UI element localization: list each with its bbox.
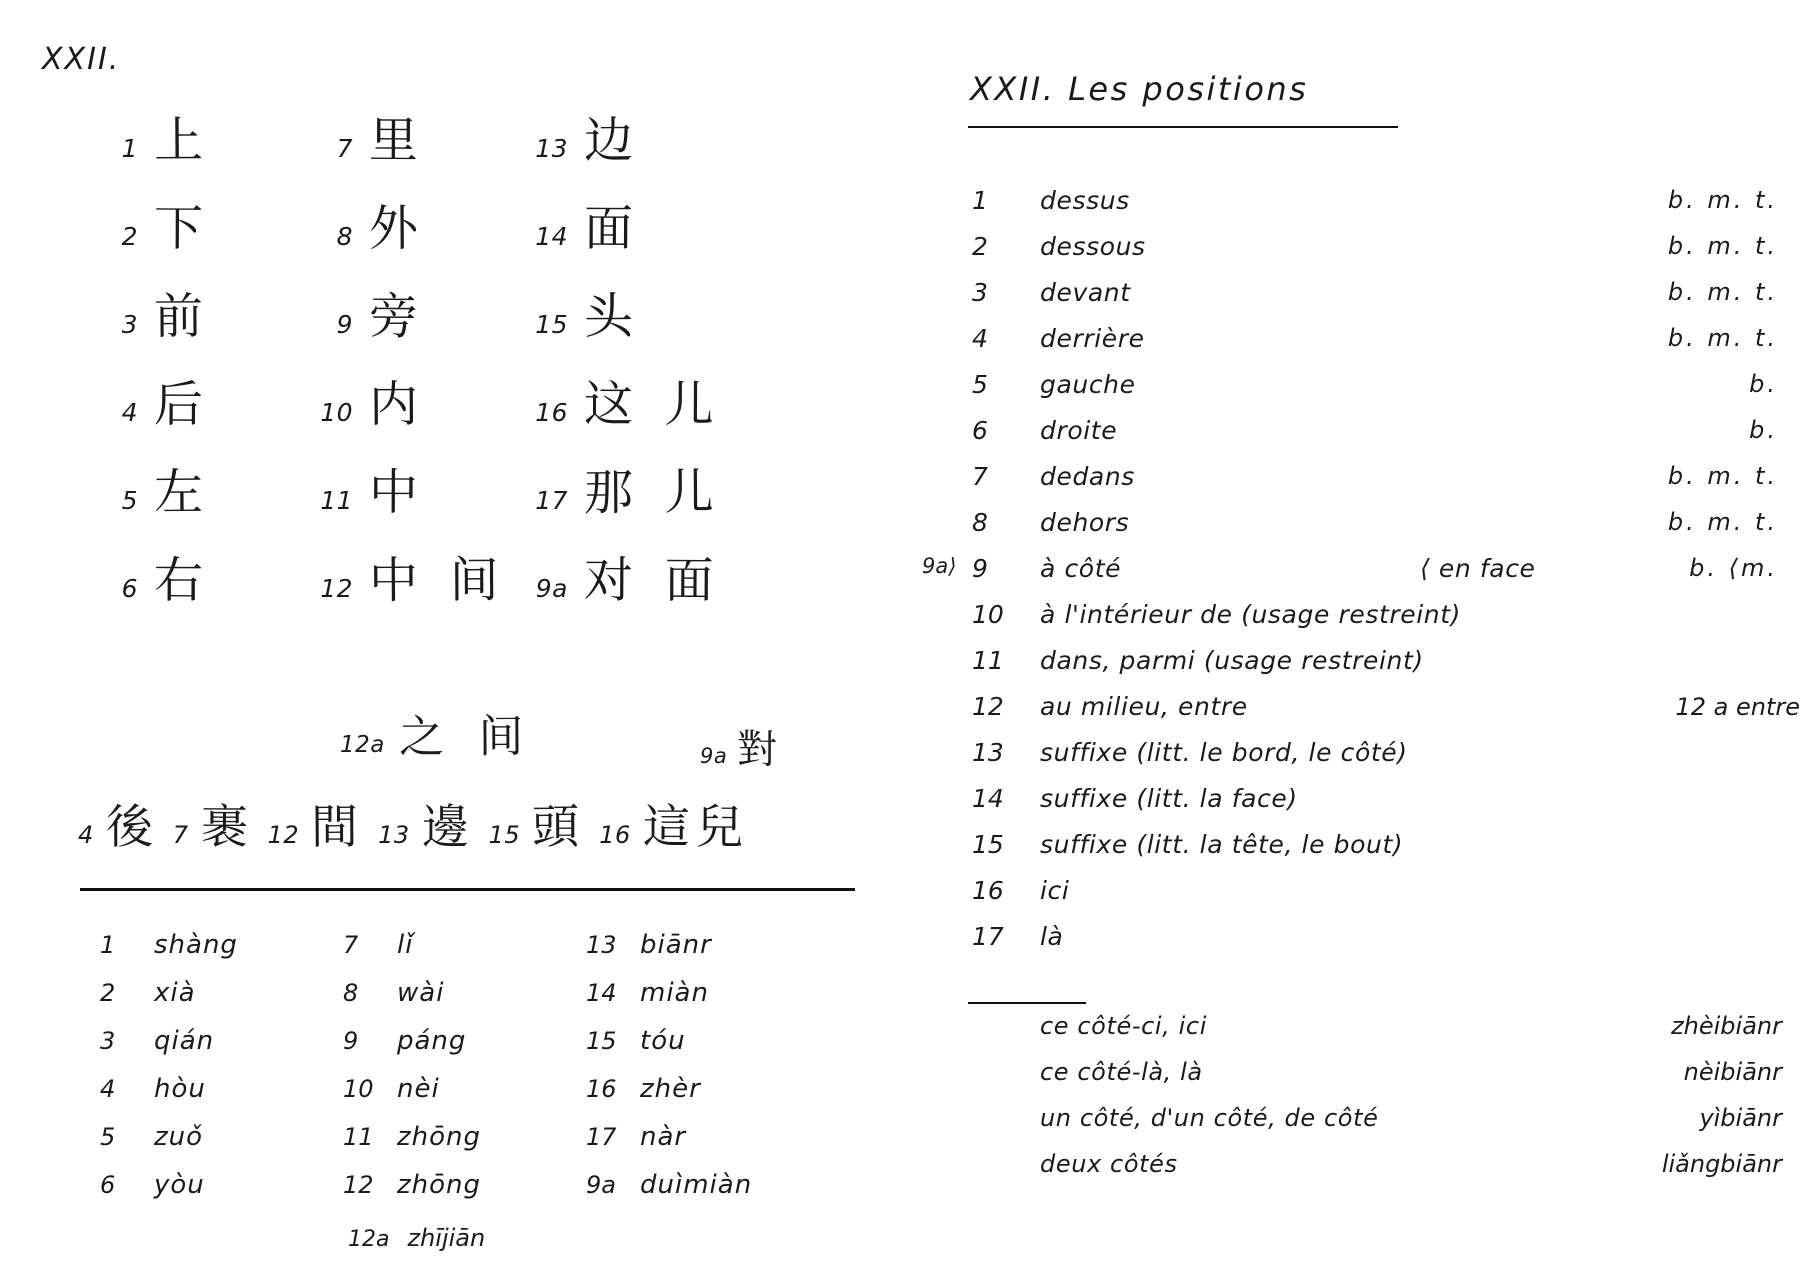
french-term: dessus	[1040, 186, 1130, 215]
list-item	[930, 508, 1800, 554]
list-item	[930, 416, 1800, 462]
item-number: 12	[267, 821, 300, 849]
item-number: 16	[599, 821, 631, 849]
list-item	[930, 186, 1800, 232]
character-cell	[90, 463, 305, 521]
list-item	[930, 830, 1800, 876]
item-number: 13	[972, 738, 1004, 767]
item-number: 7	[172, 821, 189, 849]
pinyin-text: duìmiàn	[640, 1170, 753, 1200]
list-item	[930, 232, 1800, 278]
item-number: 12a	[340, 732, 385, 758]
horizontal-divider-right	[968, 1002, 1086, 1004]
chinese-character: 之 间	[398, 709, 534, 764]
character-row	[90, 184, 830, 272]
pinyin-text: lǐ	[397, 930, 414, 960]
traditional-pair	[378, 790, 475, 857]
pinyin-cell	[343, 1074, 586, 1104]
list-item	[930, 462, 1800, 508]
item-number: 4	[78, 821, 94, 849]
pinyin-cell	[343, 978, 586, 1008]
item-number: 9	[972, 554, 988, 583]
pinyin-text: páng	[397, 1026, 467, 1056]
pinyin-extra-12a	[348, 1224, 485, 1252]
item-number: 2	[121, 221, 138, 251]
bmt-marker: b. m. t.	[1667, 462, 1778, 490]
item-number: 10	[320, 397, 353, 427]
horizontal-divider-left	[80, 888, 855, 891]
character-extra-12a	[340, 700, 533, 765]
item-number: 11	[343, 1123, 374, 1151]
character-cell	[305, 375, 520, 433]
item-number: 9a	[700, 744, 728, 768]
pinyin-cell	[100, 978, 343, 1008]
chinese-character: 後	[105, 799, 160, 856]
character-cell	[305, 287, 520, 345]
title-underline	[968, 126, 1398, 128]
item-number: 10	[972, 600, 1004, 629]
item-number: 6	[100, 1171, 116, 1199]
pinyin-text: zuǒ	[154, 1122, 204, 1152]
french-term: suffixe (litt. le bord, le côté)	[1040, 738, 1408, 767]
pinyin-cell	[100, 1026, 343, 1056]
chinese-character: 中	[368, 463, 427, 521]
chinese-character: 那 儿	[583, 463, 722, 521]
french-term: un côté, d'un côté, de côté	[1040, 1104, 1379, 1132]
item-number: 2	[100, 979, 116, 1007]
item-number: 17	[972, 922, 1004, 951]
item-number: 12	[320, 573, 353, 603]
character-cell	[305, 463, 520, 521]
character-cell	[90, 287, 305, 345]
bmt-marker: b. ⟨m.	[1689, 554, 1778, 582]
pinyin-cell	[343, 1122, 586, 1152]
pinyin-cell	[100, 1122, 343, 1152]
item-number: 14	[535, 221, 568, 251]
french-term: à l'intérieur de (usage restreint)	[1040, 600, 1461, 629]
item-number: 2	[972, 232, 988, 261]
pinyin-cell	[343, 1170, 586, 1200]
item-number: 5	[121, 485, 138, 515]
bmt-marker: b. m. t.	[1667, 324, 1778, 352]
pinyin-cell	[100, 1074, 343, 1104]
pinyin-text: zhījiān	[407, 1224, 486, 1252]
pinyin-cell	[586, 1170, 829, 1200]
pinyin-cell	[586, 1074, 829, 1104]
pinyin-row	[100, 1122, 860, 1170]
item-number: 7	[972, 462, 988, 491]
character-cell	[520, 111, 770, 169]
french-term: dehors	[1040, 508, 1130, 537]
chinese-character: 右	[153, 551, 212, 609]
pinyin-cell	[343, 1026, 586, 1056]
pinyin-text: biānr	[640, 930, 712, 960]
item-number: 6	[972, 416, 988, 445]
french-term: deux côtés	[1040, 1150, 1178, 1178]
traditional-pair	[78, 790, 159, 857]
item-number: 11	[972, 646, 1004, 675]
item-number: 14	[972, 784, 1004, 813]
chinese-character: 头	[583, 287, 642, 345]
pinyin-text: nèibiānr	[1683, 1058, 1782, 1086]
french-term: à côté	[1040, 554, 1122, 583]
pinyin-text: shàng	[154, 930, 238, 960]
bmt-marker: b. m. t.	[1667, 278, 1778, 306]
list-item	[930, 922, 1800, 968]
item-number: 16	[586, 1075, 617, 1103]
pinyin-text: zhèr	[640, 1074, 701, 1104]
pinyin-cell	[343, 930, 586, 960]
character-cell	[520, 551, 770, 609]
chinese-character: 左	[153, 463, 212, 521]
french-term: suffixe (litt. la face)	[1040, 784, 1298, 813]
pinyin-text: qián	[154, 1026, 215, 1056]
item-number: 4	[100, 1075, 116, 1103]
french-term-extra: 12 a entre	[1675, 693, 1800, 721]
chinese-character: 里	[368, 111, 427, 169]
character-grid	[90, 96, 830, 624]
chinese-character: 邊	[421, 799, 475, 856]
item-number: 16	[535, 397, 568, 427]
list-item	[930, 1150, 1800, 1196]
character-cell	[90, 199, 305, 257]
chinese-character: 裹	[200, 799, 254, 856]
chinese-character: 上	[153, 111, 212, 169]
character-cell	[520, 375, 770, 433]
item-number: 13	[378, 821, 410, 849]
french-term: ce côté-ci, ici	[1040, 1012, 1207, 1040]
french-term: dedans	[1040, 462, 1135, 491]
item-number: 8	[972, 508, 988, 537]
french-term-alt: ⟨ en face	[1420, 554, 1536, 583]
character-row	[90, 96, 830, 184]
item-number: 8	[336, 221, 353, 251]
chinese-character: 内	[368, 375, 427, 433]
list-item	[930, 1104, 1800, 1150]
character-row	[90, 448, 830, 536]
item-number: 12	[972, 692, 1004, 721]
character-row	[90, 536, 830, 624]
pinyin-cell	[586, 930, 829, 960]
pinyin-text: yòu	[154, 1170, 205, 1200]
character-row	[90, 272, 830, 360]
character-row	[90, 360, 830, 448]
pinyin-row	[100, 978, 860, 1026]
traditional-pair	[489, 790, 586, 857]
item-number: 1	[121, 133, 138, 163]
item-number: 10	[343, 1075, 374, 1103]
traditional-pair	[599, 790, 749, 857]
item-number: 17	[586, 1123, 617, 1151]
list-item	[930, 278, 1800, 324]
pinyin-cell	[586, 1122, 829, 1152]
pinyin-text: wài	[397, 978, 445, 1008]
traditional-pair	[268, 790, 365, 857]
page-title: XXII. Les positions	[970, 70, 1309, 108]
item-number: 13	[535, 133, 568, 163]
chinese-character: 頭	[532, 799, 586, 856]
character-cell	[90, 375, 305, 433]
character-extra-9a-traditional	[700, 718, 777, 775]
list-item	[930, 646, 1800, 692]
chinese-character: 面	[583, 199, 642, 257]
section-label-left: XXII.	[42, 42, 121, 77]
list-item	[922, 554, 1800, 600]
list-item	[930, 692, 1800, 738]
pinyin-text: zhōng	[397, 1170, 482, 1200]
item-number: 1	[972, 186, 988, 215]
pinyin-text: liǎngbiānr	[1661, 1150, 1782, 1178]
list-item	[930, 600, 1800, 646]
item-number: 15	[972, 830, 1004, 859]
french-term: droite	[1040, 416, 1118, 445]
item-number: 17	[535, 485, 568, 515]
french-term: dans, parmi (usage restreint)	[1040, 646, 1424, 675]
item-number: 7	[336, 133, 353, 163]
item-number: 1	[100, 931, 116, 959]
right-column	[922, 0, 1800, 1274]
chinese-character: 下	[153, 199, 212, 257]
item-number: 5	[972, 370, 988, 399]
item-number: 7	[343, 931, 359, 959]
chinese-character: 對	[737, 726, 778, 774]
character-cell	[305, 111, 520, 169]
chinese-character: 旁	[368, 287, 427, 345]
pinyin-text: hòu	[154, 1074, 206, 1104]
list-item	[930, 1012, 1800, 1058]
chinese-character: 間	[310, 799, 365, 856]
item-number: 5	[100, 1123, 116, 1151]
item-number: 3	[121, 309, 138, 339]
french-extra-list	[930, 1012, 1800, 1196]
french-term: dessous	[1040, 232, 1146, 261]
character-cell	[90, 111, 305, 169]
traditional-pair	[173, 790, 254, 857]
pinyin-text: xià	[154, 978, 196, 1008]
traditional-forms-line	[78, 790, 763, 857]
list-item	[930, 1058, 1800, 1104]
pinyin-cell	[586, 1026, 829, 1056]
pinyin-cell	[586, 978, 829, 1008]
character-cell	[305, 199, 520, 257]
list-item	[930, 370, 1800, 416]
pinyin-text: zhōng	[397, 1122, 482, 1152]
character-cell	[520, 463, 770, 521]
bmt-marker: b.	[1749, 416, 1778, 444]
item-number: 3	[100, 1027, 116, 1055]
pinyin-cell	[100, 930, 343, 960]
pinyin-text: tóu	[640, 1026, 686, 1056]
character-cell	[520, 199, 770, 257]
french-term: gauche	[1040, 370, 1136, 399]
list-item	[930, 324, 1800, 370]
item-number: 9	[336, 309, 353, 339]
chinese-character: 外	[368, 199, 427, 257]
item-number: 12a	[348, 1227, 390, 1252]
bmt-marker: b. m. t.	[1667, 508, 1778, 536]
item-number: 14	[586, 979, 617, 1007]
chinese-character: 边	[583, 111, 642, 169]
french-term: au milieu, entre	[1040, 692, 1248, 721]
item-number: 12	[343, 1171, 374, 1199]
bmt-marker: b.	[1749, 370, 1778, 398]
pinyin-row	[100, 930, 860, 978]
pinyin-row	[100, 1074, 860, 1122]
chinese-character: 這兒	[642, 799, 749, 856]
item-number: 15	[535, 309, 568, 339]
french-term: ici	[1040, 876, 1070, 905]
item-number: 9a	[586, 1171, 616, 1199]
item-number: 4	[121, 397, 138, 427]
bmt-marker: b. m. t.	[1667, 186, 1778, 214]
chinese-character: 这 儿	[583, 375, 722, 433]
chinese-character: 中 间	[368, 551, 507, 609]
item-number: 13	[586, 931, 617, 959]
item-number: 4	[972, 324, 988, 353]
item-number: 3	[972, 278, 988, 307]
french-term: devant	[1040, 278, 1131, 307]
list-item	[930, 784, 1800, 830]
item-number: 15	[488, 821, 521, 849]
character-cell	[90, 551, 305, 609]
chinese-character: 前	[153, 287, 212, 345]
item-number: 11	[320, 485, 353, 515]
pinyin-row	[100, 1026, 860, 1074]
list-item	[930, 738, 1800, 784]
french-term: là	[1040, 922, 1064, 951]
pinyin-text: nàr	[640, 1122, 687, 1152]
pinyin-text: zhèibiānr	[1671, 1012, 1782, 1040]
bmt-marker: b. m. t.	[1667, 232, 1778, 260]
french-term: suffixe (litt. la tête, le bout)	[1040, 830, 1404, 859]
french-term: ce côté-là, là	[1040, 1058, 1203, 1086]
item-number: 16	[972, 876, 1004, 905]
alternate-item-number: 9a⟩	[922, 554, 957, 578]
chinese-character: 对 面	[583, 551, 722, 609]
pinyin-text: miàn	[640, 978, 709, 1008]
pinyin-row	[100, 1170, 860, 1218]
pinyin-cell	[100, 1170, 343, 1200]
item-number: 8	[343, 979, 359, 1007]
pinyin-text: yìbiānr	[1699, 1104, 1782, 1132]
chinese-character: 后	[153, 375, 212, 433]
item-number: 15	[586, 1027, 617, 1055]
pinyin-text: nèi	[397, 1074, 440, 1104]
pinyin-grid	[100, 930, 860, 1218]
character-cell	[520, 287, 770, 345]
list-item	[930, 876, 1800, 922]
item-number: 6	[121, 573, 138, 603]
character-cell	[305, 551, 520, 609]
french-translation-list	[922, 186, 1800, 968]
item-number: 9a	[535, 573, 568, 603]
french-term: derrière	[1040, 324, 1145, 353]
item-number: 9	[343, 1027, 359, 1055]
